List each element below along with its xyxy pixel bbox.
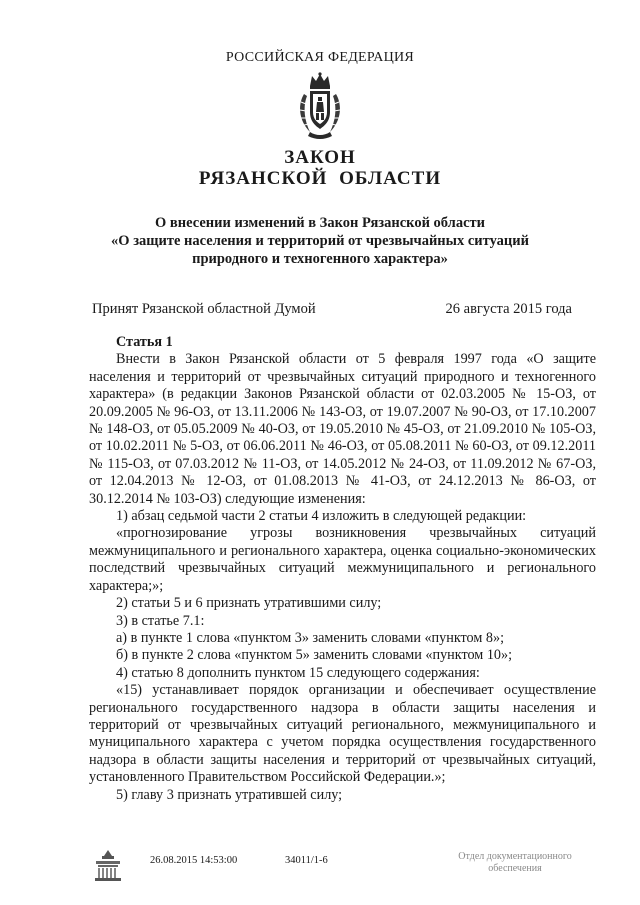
footer-timestamp: 26.08.2015 14:53:00 (150, 855, 238, 866)
paragraph: 3) в статье 7.1: (116, 612, 205, 629)
paragraph: б) в пункте 2 слова «пунктом 5» заменить словами «пунктом 10»; (116, 647, 513, 664)
law-title: ЗАКОН (284, 147, 356, 168)
country-name: РОССИЙСКАЯ ФЕДЕРАЦИЯ (225, 50, 415, 65)
heading-line: О внесении изменений в Закон Рязанской области (155, 215, 485, 231)
footer-doc-number: 34011/1-6 (285, 855, 328, 866)
coat-of-arms-icon (296, 72, 344, 140)
department-stamp (440, 851, 590, 875)
paragraph: «15) устанавливает порядок организации и обеспечивает осуществление регионального государственного надзора в области защиты населения и территорий от чрезвычайных ситуаций регионального, межмуниципального и муниципального характера с учетом порядка осуществления государственного надзора в области защиты населения и территорий от чрезвычайных ситуаций, установленного Правительством Российской Федерации.»; (89, 682, 596, 786)
paragraph: 4) статью 8 дополнить пунктом 15 следующего содержания: (116, 664, 480, 681)
law-heading (60, 214, 580, 268)
stamp-line: Отдел документационного (458, 851, 572, 862)
stamp-line: обеспечения (488, 863, 542, 874)
paragraph: 5) главу 3 признать утратившей силу; (116, 786, 343, 803)
paragraph: Внести в Закон Рязанской области от 5 февраля 1997 года «О защите населения и территорий от чрезвычайных ситуаций природного и техногенного характера» (в редакции Законов Рязанской области от 02.03.2005 № 15-ОЗ, от 20.09.2005 № 96-ОЗ, от 13.11.2006 № 143-ОЗ, от 19.07.2007 № 90-ОЗ, от 17.10.2007 № 148-ОЗ, от 05.05.2009 № 40-ОЗ, от 19.05.2010 № 45-ОЗ, от 21.09.2010 № 105-ОЗ, от 10.02.2011 № 5-ОЗ, от 06.06.2011 № 46-ОЗ, от 05.08.2011 № 60-ОЗ, от 09.12.2011 № 115-ОЗ, от 07.03.2012 № 11-ОЗ, от 14.05.2012 № 24-ОЗ, от 11.09.2012 № 67-ОЗ, от 12.04.2013 № 12-ОЗ, от 01.08.2013 № 41-ОЗ, от 24.12.2013 № 86-ОЗ, от 30.12.2014 № 103-ОЗ) следующие изменения: (89, 351, 596, 507)
heading-line: природного и техногенного характера» (192, 251, 448, 267)
adoption-date: 26 августа 2015 года (445, 301, 572, 317)
paragraph: «прогнозирование угрозы возникновения чрезвычайных ситуаций межмуниципального и регионального характера, оценка социально-экономических последствий чрезвычайных ситуаций межмуниципального и регионального характера;»; (89, 525, 596, 594)
archive-logo-icon (90, 848, 126, 882)
law-region: РЯЗАНСКОЙ ОБЛАСТИ (198, 168, 442, 189)
article-body (89, 334, 596, 804)
heading-line: «О защите населения и территорий от чрезвычайных ситуаций (111, 233, 529, 249)
article-title: Статья 1 (116, 334, 173, 350)
adopted-by: Принят Рязанской областной Думой (92, 301, 316, 317)
paragraph: 1) абзац седьмой части 2 статьи 4 изложить в следующей редакции: (116, 508, 527, 525)
adoption-line (92, 301, 572, 318)
paragraph: 2) статьи 5 и 6 признать утратившими силу; (116, 595, 382, 612)
paragraph: а) в пункте 1 слова «пунктом 3» заменить словами «пунктом 8»; (116, 629, 505, 646)
